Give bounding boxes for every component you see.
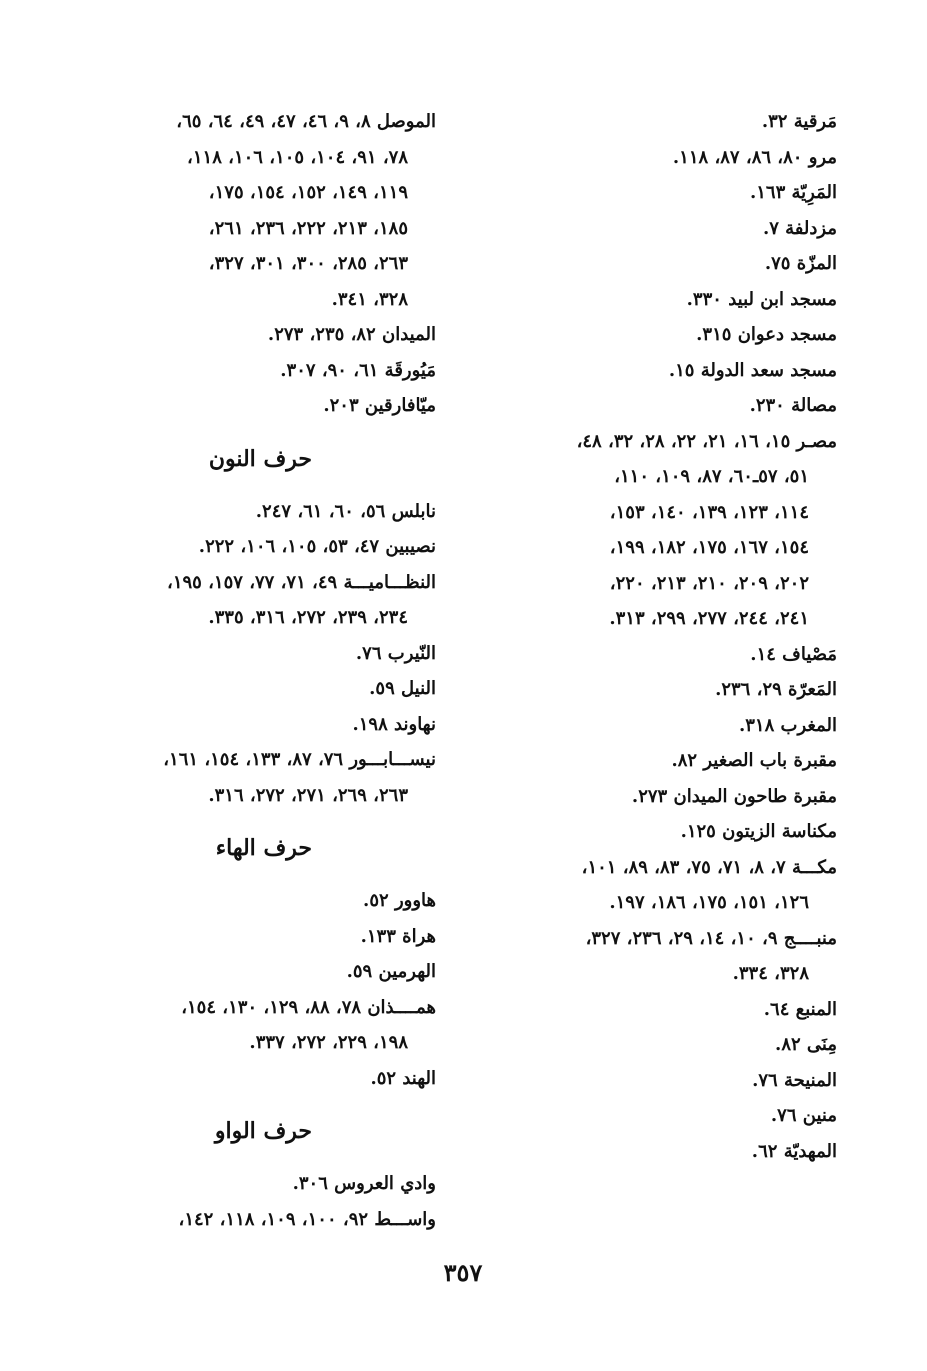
index-entry-continuation: ٥١، ٥٧ـ٦٠، ٨٧، ١٠٩، ١١٠، [614,466,809,487]
section-heading-waw: حرف الواو [214,1118,312,1144]
index-entry: منين ٧٦. [770,1105,837,1126]
index-entry: هاوور ٥٢. [363,890,436,911]
index-entry: النيل ٥٩. [369,678,436,699]
index-entry: مَصْياف ١٤. [750,643,837,665]
index-entry-continuation: ١٥٤، ١٦٧، ١٧٥، ١٨٢، ١٩٩، [609,537,809,558]
index-entry: المزّة ٧٥. [764,253,837,274]
index-entry: المَعرّة ٢٩، ٢٣٦. [715,679,837,700]
index-entry: مكـــة ٧، ٨، ٧١، ٧٥، ٨٣، ٨٩، ١٠١، [581,856,837,878]
index-entry-continuation: ١١٤، ١٢٣، ١٣٩، ١٤٠، ١٥٣، [609,501,809,523]
index-entry: مسجد دعوان ٣١٥. [696,324,837,345]
index-entry: النّيرب ٧٦. [355,642,436,664]
index-entry-continuation: ٣٢٨، ٣٣٤. [732,963,809,984]
index-entry-continuation: ٢٦٣، ٢٦٩، ٢٧١، ٢٧٢، ٣١٦. [208,784,408,806]
index-entry: مرو ٨٠، ٨٦، ٨٧، ١١٨. [672,146,837,168]
index-entry: مصالة ٢٣٠. [749,395,837,416]
index-entry: واســـط ٩٢، ١٠٠، ١٠٩، ١١٨، ١٤٢، [178,1208,436,1230]
index-entry: منبــــج ٩، ١٠، ١٤، ٢٩، ٢٣٦، ٣٢٧، [585,927,837,949]
index-entry-continuation: ٢٣٤، ٢٣٩، ٢٧٢، ٣١٦، ٣٣٥. [208,607,408,628]
index-entry: الهرمين ٥٩. [346,961,436,982]
index-entry: هراة ١٣٣. [360,925,436,947]
index-entry: الهند ٥٢. [370,1067,436,1089]
index-entry: مَيُورقَة ٦١، ٩٠، ٣٠٧. [280,359,436,381]
index-entry-continuation: ٣٢٨، ٣٤١. [331,288,408,310]
section-heading-nun: حرف النون [208,445,312,472]
index-entry: مصـر ١٥، ١٦، ٢١، ٢٢، ٢٨، ٣٢، ٤٨، [576,430,837,452]
index-entry: ميّافارقين ٢٠٣. [323,395,436,416]
right-column [488,104,837,1169]
index-entry-continuation: ٢٠٢، ٢٠٩، ٢١٠، ٢١٣، ٢٢٠، [609,572,809,594]
index-entry-continuation: ١١٩، ١٤٩، ١٥٢، ١٥٤، ١٧٥، [208,182,408,203]
index-entry-continuation: ٢٦٣، ٢٨٥، ٣٠٠، ٣٠١، ٣٢٧، [208,253,408,274]
index-entry: مِنَى ٨٢. [775,1034,837,1055]
index-entry: نيســـابـــور ٧٦، ٨٧، ١٣٣، ١٥٤، ١٦١، [163,749,436,770]
index-entry: مسجد ابن لبيد ٣٣٠. [686,288,837,310]
page-number: ٣٥٧ [443,1258,483,1287]
left-column [86,104,436,1237]
index-entry: مقبرة باب الصغير ٨٢. [671,750,837,771]
index-entry: المهديّة ٦٢. [751,1140,837,1162]
index-entry: وادي العروس ٣٠٦. [292,1173,436,1194]
index-entry: مكناسة الزيتون ١٢٥. [680,821,837,842]
index-entry-continuation: ١٨٥، ٢١٣، ٢٢٢، ٢٣٦، ٢٦١، [208,217,408,239]
index-entry: المغرب ٣١٨. [738,714,837,736]
index-entry: الميدان ٨٢، ٢٣٥، ٢٧٣. [267,324,436,345]
index-entry-continuation: ٢٤١، ٢٤٤، ٢٧٧، ٢٩٩، ٣١٣. [609,608,809,629]
index-entry: المنيحة ٧٦. [752,1069,837,1091]
index-entry: مزدلفة ٧. [762,217,837,239]
index-entry: مقبرة طاحون الميدان ٢٧٣. [631,785,837,807]
index-entry: الموصل ٨، ٩، ٤٦، ٤٧، ٤٩، ٦٤، ٦٥، [176,111,436,132]
section-heading-ha: حرف الهاء [215,835,312,861]
index-entry: نهاوند ١٩٨. [352,713,436,735]
index-entry: مَرقية ٣٢. [761,111,837,132]
index-entry: نصيبين ٤٧، ٥٣، ١٠٥، ١٠٦، ٢٢٢. [198,536,436,557]
index-entry-continuation: ٧٨، ٩١، ١٠٤، ١٠٥، ١٠٦، ١١٨، [187,146,408,168]
index-entry: النظـــاميـــة ٤٩، ٧١، ٧٧، ١٥٧، ١٩٥، [167,571,436,593]
index-entry: همــــذان ٧٨، ٨٨، ١٢٩، ١٣٠، ١٥٤، [181,996,436,1018]
index-entry-continuation: ١٢٦، ١٥١، ١٧٥، ١٨٦، ١٩٧. [609,892,809,913]
index-entry: مسجد سعد الدولة ١٥. [668,359,837,381]
index-entry: نابلس ٥٦، ٦٠، ٦١، ٢٤٧. [255,500,436,522]
index-entry: المَرِيّة ١٦٣. [749,182,837,203]
index-entry: المنبع ٦٤. [763,998,837,1020]
index-entry-continuation: ١٩٨، ٢٢٩، ٢٧٢، ٣٣٧. [249,1032,408,1053]
